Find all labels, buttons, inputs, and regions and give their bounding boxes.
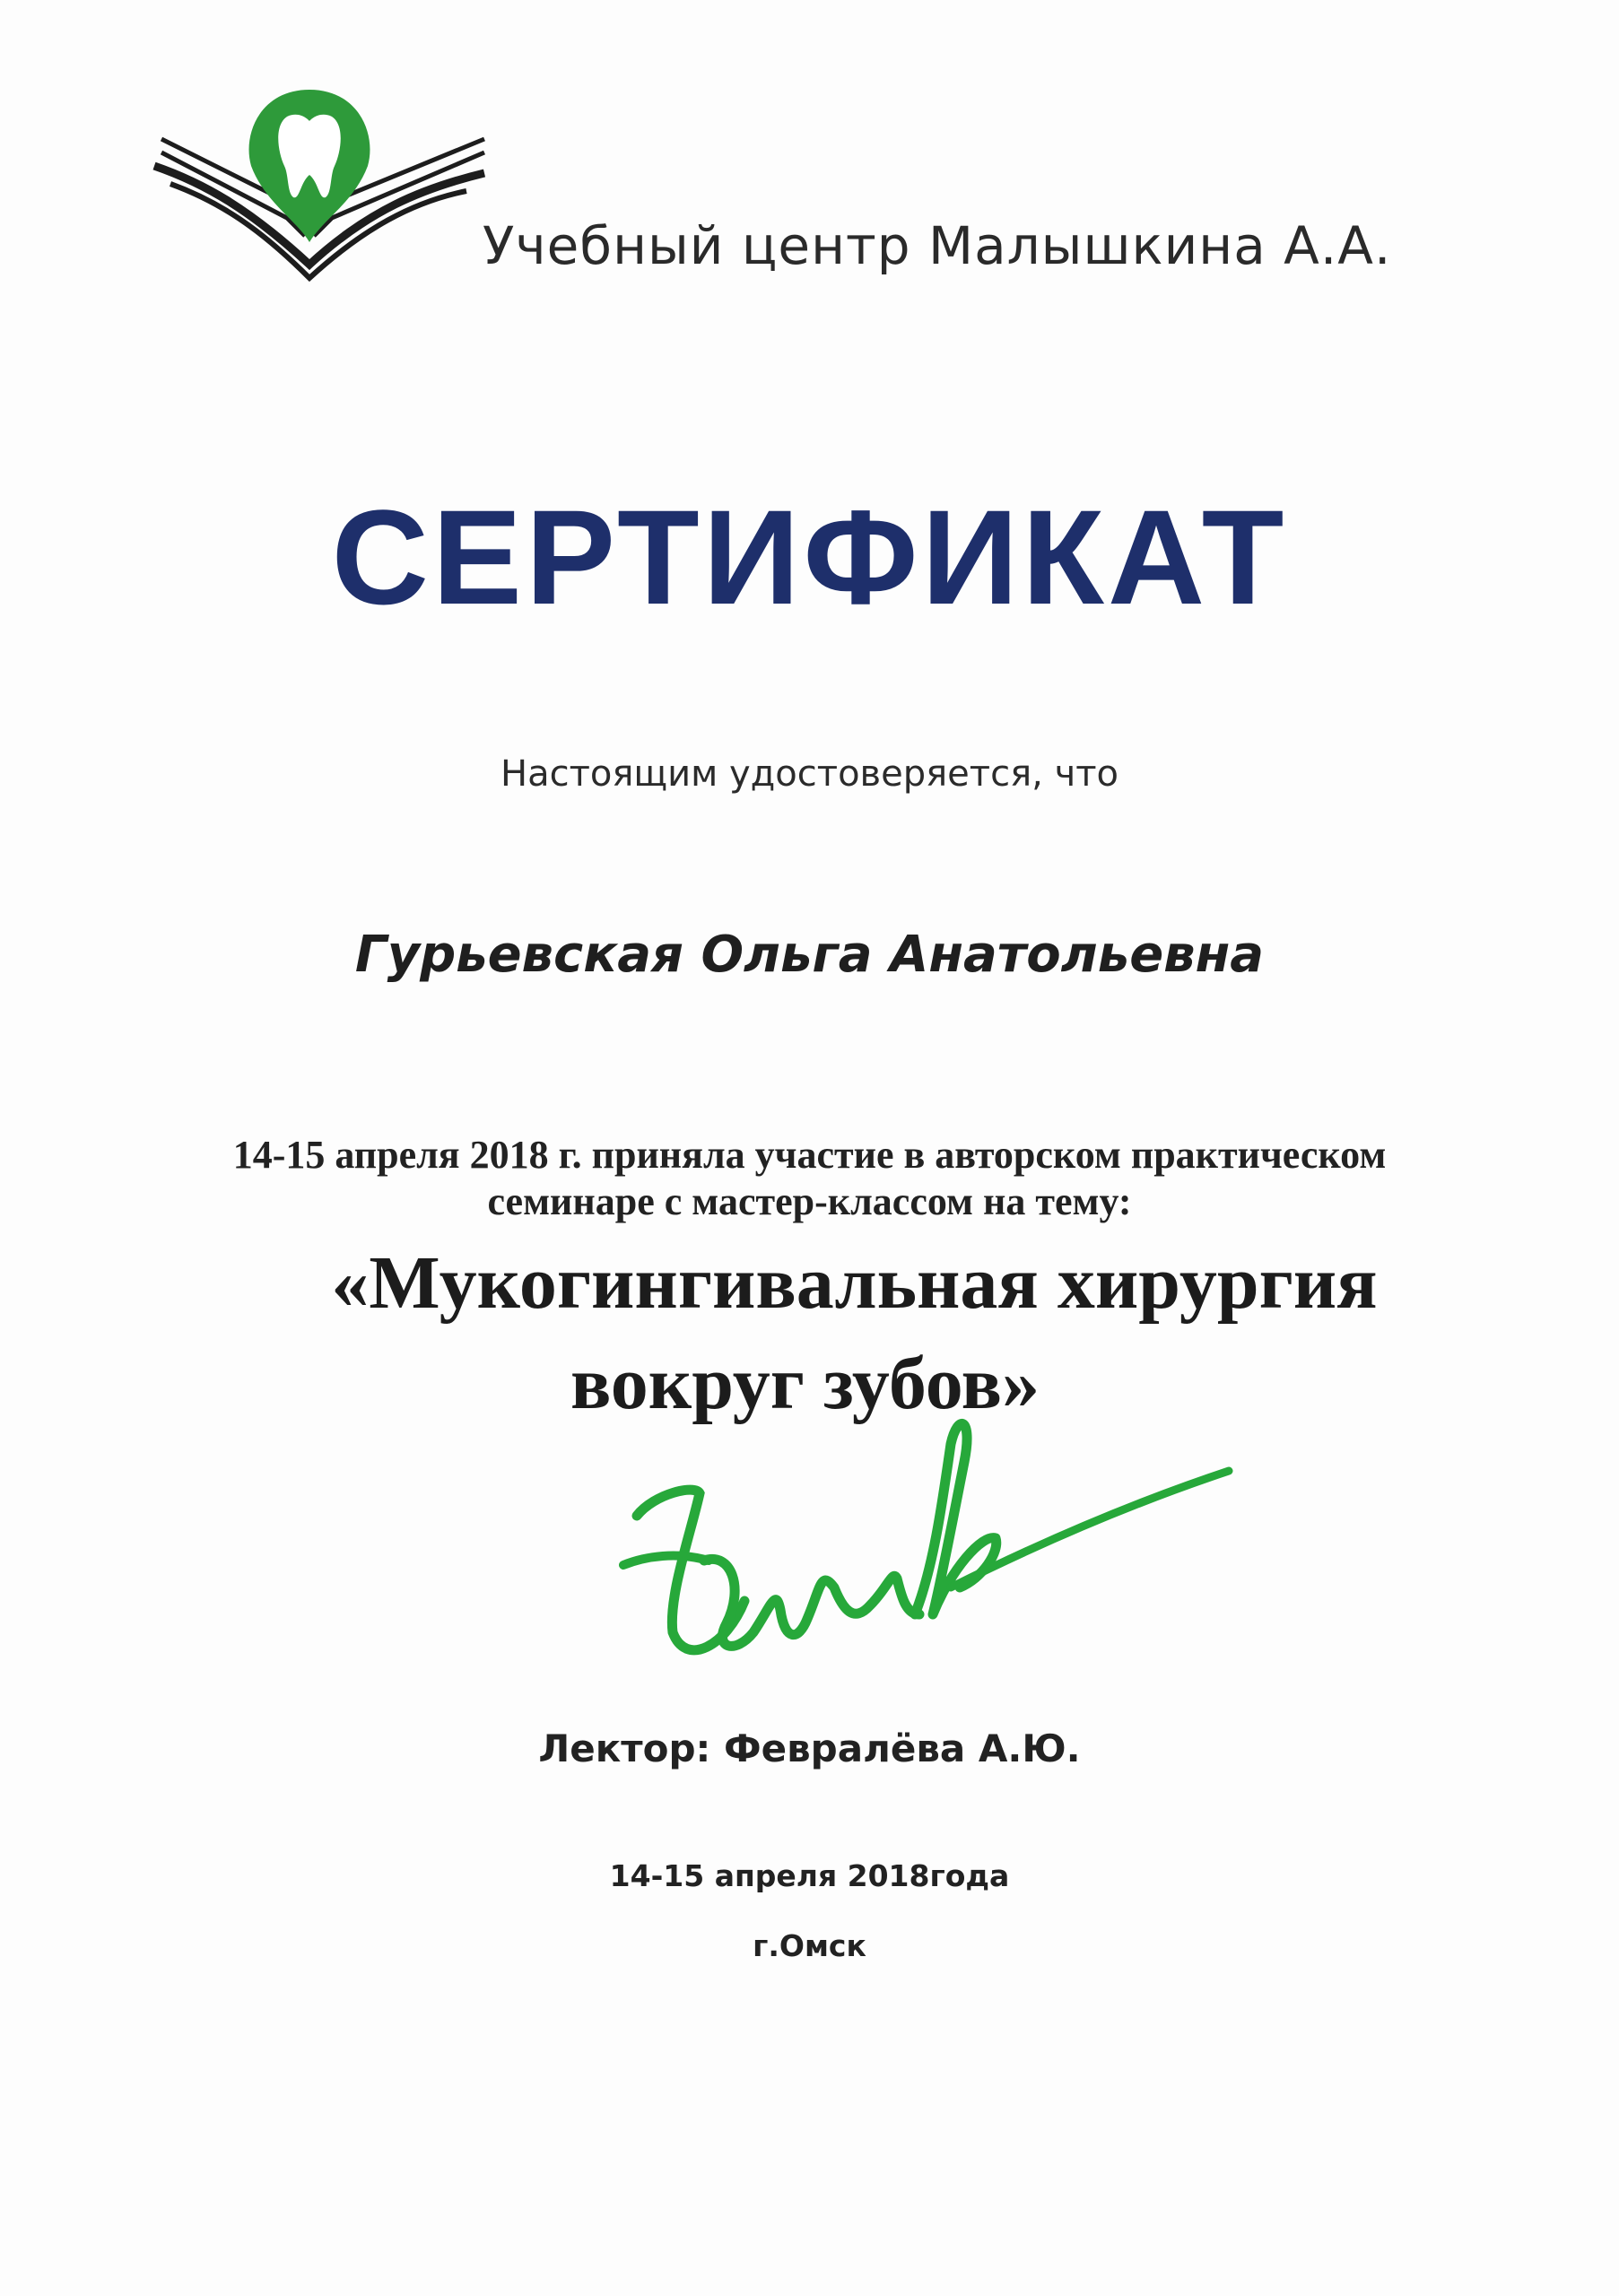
- lecturer-name: Лектор: Февралёва А.Ю.: [538, 1726, 1081, 1770]
- tooth-book-logo-icon: [152, 85, 502, 291]
- organization-name: Учебный центр Малышкина А.А.: [483, 215, 1392, 276]
- seminar-topic: [0, 1233, 1619, 1434]
- recipient-name: Гурьевская Ольга Анатольевна: [354, 926, 1265, 984]
- participation-line-1: 14-15 апреля 2018 г. приняла участие в авторском практическом: [232, 1133, 1387, 1177]
- lecturer-signature: [619, 1408, 1247, 1731]
- issue-date: 14-15 апреля 2018года: [609, 1858, 1010, 1893]
- topic-line-2: вокруг зубов»: [570, 1342, 1040, 1425]
- participation-line-2: семинаре с мастер-классом на тему:: [487, 1179, 1132, 1223]
- issue-city: г.Омск: [753, 1928, 866, 1963]
- topic-line-1: «Мукогингивальная хирургия: [331, 1241, 1378, 1325]
- attestation-text: Настоящим удостоверяется, что: [500, 753, 1119, 795]
- participation-text: [0, 1132, 1619, 1225]
- certificate-title: СЕРТИФИКАТ: [331, 482, 1288, 632]
